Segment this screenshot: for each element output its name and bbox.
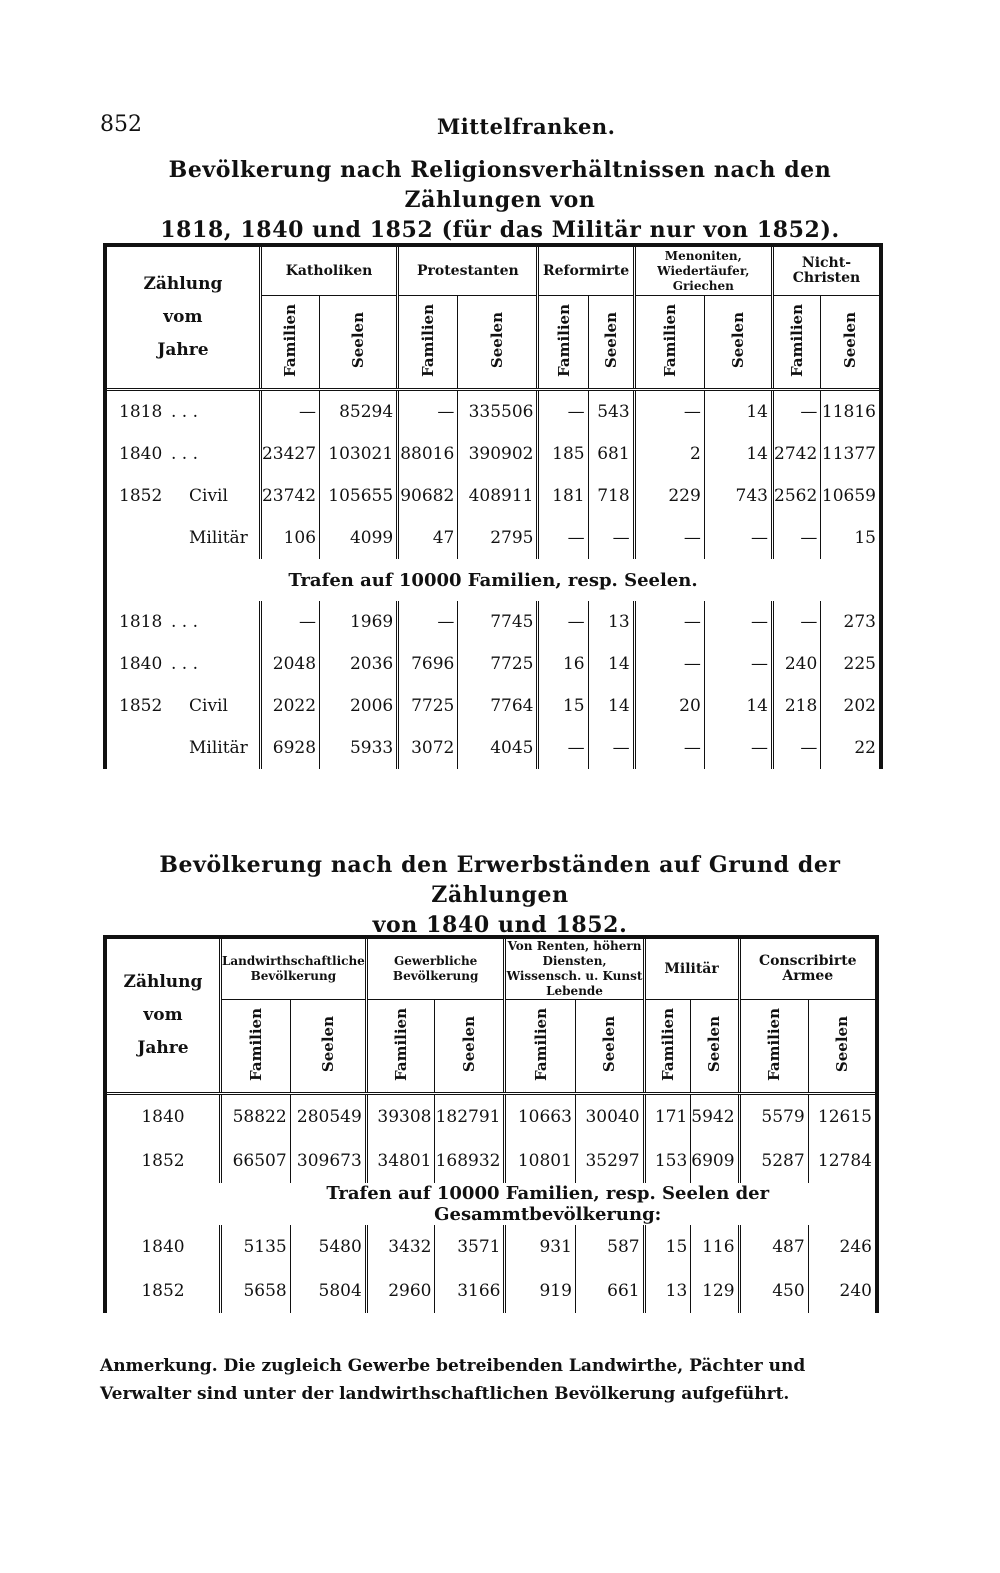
table-cell: — [588,727,634,769]
table-cell: 919 [505,1269,575,1313]
subhead-label: Seelen [460,1015,479,1073]
subhead-label: Familien [246,1007,265,1081]
anmerkung-text: Die zugleich Gewerbe betreibenden Landwirthe, Pächter und Verwalter sind unter der landwirthschaftlichen Bevölkerung aufgeführt. [100,1356,806,1404]
table-row [105,685,881,727]
row-sublabel: Civil [189,486,228,506]
table-cell: 34801 [366,1139,435,1183]
table-cell: 229 [634,475,704,517]
table-cell: 30040 [575,1094,644,1140]
table-cell: 14 [588,685,634,727]
subhead-seelen [290,1000,366,1094]
table-cell: 35297 [575,1139,644,1183]
row-year: 1840 [141,1237,185,1257]
table-cell: — [634,517,704,559]
row-label [105,727,260,769]
table-cell: — [704,727,772,769]
table-cell: 2 [634,433,704,475]
table1-note: Trafen auf 10000 Familien, resp. Seelen. [288,569,698,591]
group-header-reformirte: Reformirte [538,245,634,296]
table-cell: — [772,601,820,643]
table-cell: 10663 [505,1094,575,1140]
table1-stub-header [105,245,260,390]
table-cell: 2022 [260,685,319,727]
subhead-seelen [704,296,772,390]
row-year: 1840 [119,444,163,464]
subhead-label: Seelen [318,1015,337,1073]
row-year: 1818 [119,612,163,632]
table-cell: — [772,517,820,559]
group-header-menoniten: Menoniten, Wiedertäufer, Griechen [634,245,772,296]
subhead-label: Seelen [349,311,368,369]
subhead-familien [505,1000,575,1094]
row-dots: . . . [171,654,199,674]
table-cell: 10659 [821,475,881,517]
table-row [105,1225,877,1269]
table-cell: 246 [808,1225,877,1269]
subhead-label: Familien [554,303,573,377]
occupation-table [103,935,879,1313]
table-cell: 2960 [366,1269,435,1313]
row-label [105,685,260,727]
row-label [105,433,260,475]
row-sublabel: Militär [189,738,248,758]
row-year: 1840 [141,1107,185,1127]
table-cell: 5480 [290,1225,366,1269]
subhead-label: Seelen [841,311,860,369]
table-cell: — [538,390,588,434]
subhead-seelen [691,1000,739,1094]
table-cell: 309673 [290,1139,366,1183]
table-cell: 58822 [220,1094,290,1140]
subhead-label: Seelen [832,1015,851,1073]
group-header-landwirthschaft: Landwirthschaftliche Bevölkerung [220,937,366,1000]
table-cell: 14 [704,433,772,475]
table-cell: 12784 [808,1139,877,1183]
table-row [105,475,881,517]
subhead-seelen [458,296,538,390]
row-year: 1852 [141,1281,185,1301]
subhead-label: Familien [658,1007,677,1081]
table-cell: 106 [260,517,319,559]
table-cell: 587 [575,1225,644,1269]
table2-title-line1: Bevölkerung nach den Erwerbständen auf Grund der Zählungen [159,852,841,908]
subhead-label: Familien [392,1007,411,1081]
table-cell: 13 [644,1269,691,1313]
stub-line: Jahre [137,1038,189,1058]
row-dots: . . . [171,444,199,464]
table-cell: 23427 [260,433,319,475]
subhead-seelen [588,296,634,390]
table-cell: 11377 [821,433,881,475]
table-cell: — [260,390,319,434]
table-cell: — [704,517,772,559]
subhead-label: Seelen [488,311,507,369]
table-cell: 3432 [366,1225,435,1269]
table-cell: 743 [704,475,772,517]
table-cell: 181 [538,475,588,517]
table-cell: 7764 [458,685,538,727]
table-cell: 225 [821,643,881,685]
table-cell: 202 [821,685,881,727]
table-cell: — [772,390,820,434]
subhead-familien [772,296,820,390]
stub-line: Jahre [157,340,209,360]
table-cell: 47 [398,517,458,559]
table-cell: 4045 [458,727,538,769]
table-cell: 12615 [808,1094,877,1140]
table-cell: — [538,601,588,643]
table-cell: 153 [644,1139,691,1183]
table-cell: 218 [772,685,820,727]
table-cell: 240 [772,643,820,685]
row-year: 1840 [119,654,163,674]
table-cell: 5135 [220,1225,290,1269]
running-head: Mittelfranken. [437,114,616,139]
table-row [105,517,881,559]
row-label [105,601,260,643]
table-cell: 23742 [260,475,319,517]
row-dots: . . . [171,612,199,632]
table-cell: 335506 [458,390,538,434]
table-cell: 931 [505,1225,575,1269]
subhead-label: Familien [419,303,438,377]
table-cell: 3072 [398,727,458,769]
table-cell: 2036 [320,643,398,685]
subhead-familien [644,1000,691,1094]
table-row [105,727,881,769]
table-cell: — [634,643,704,685]
subhead-familien [366,1000,435,1094]
table-cell: — [538,727,588,769]
subhead-familien [634,296,704,390]
table-cell: 13 [588,601,634,643]
table-cell: 11816 [821,390,881,434]
table-cell: 15 [538,685,588,727]
table-cell: 273 [821,601,881,643]
table-row [105,1139,877,1183]
stub-line: Zählung [123,972,203,992]
group-header-gewerbe: Gewerbliche Bevölkerung [366,937,505,1000]
table-cell: — [398,601,458,643]
table-cell: — [704,643,772,685]
table-cell: 450 [739,1269,808,1313]
row-label [105,643,260,685]
group-header-renten: Von Renten, höhern Diensten, Wissensch. u. Kunst Lebende [506,939,643,998]
table-cell: 2742 [772,433,820,475]
subhead-label: Seelen [705,1015,724,1073]
table-cell: 7725 [458,643,538,685]
row-sublabel: Civil [189,696,228,716]
subhead-familien [220,1000,290,1094]
table-cell: 1969 [320,601,398,643]
table-cell: 3166 [435,1269,505,1313]
table-cell: 6928 [260,727,319,769]
table-cell: 116 [691,1225,739,1269]
subhead-familien [739,1000,808,1094]
table-cell: 5942 [691,1094,739,1140]
table-cell: 182791 [435,1094,505,1140]
table-cell: — [398,390,458,434]
table-cell: 681 [588,433,634,475]
subhead-label: Seelen [601,311,620,369]
table-row [105,1269,877,1313]
table-cell: 85294 [320,390,398,434]
subhead-label: Familien [765,1007,784,1081]
anmerkung-lead: Anmerkung. [100,1356,218,1376]
table-cell: 543 [588,390,634,434]
table-cell: 168932 [435,1139,505,1183]
table-cell: — [260,601,319,643]
table-cell: — [588,517,634,559]
table-cell: 4099 [320,517,398,559]
subhead-familien [398,296,458,390]
table-cell: 240 [808,1269,877,1313]
table1-title-line2: 1818, 1840 und 1852 (für das Militär nur von 1852). [160,217,840,243]
subhead-seelen [808,1000,877,1094]
table-cell: — [538,517,588,559]
table2-stub-header [105,937,220,1094]
table-cell: 3571 [435,1225,505,1269]
table-cell: 487 [739,1225,808,1269]
row-label [105,390,260,434]
table-cell: 7725 [398,685,458,727]
table-cell: — [634,727,704,769]
table-cell: 105655 [320,475,398,517]
table-cell: — [634,390,704,434]
group-header-nichtchristen: Nicht-Christen [772,245,881,296]
table-cell: 20 [634,685,704,727]
row-label [105,517,260,559]
table-cell: 718 [588,475,634,517]
table2-note: Trafen auf 10000 Familien, resp. Seelen der Gesammtbevölkerung: [326,1183,770,1225]
stub-line: Zählung [143,274,223,294]
page-number: 852 [100,112,142,137]
table-cell: 5287 [739,1139,808,1183]
table-cell: 88016 [398,433,458,475]
table2-title-line2: von 1840 und 1852. [372,912,628,938]
table-cell: — [704,601,772,643]
table-cell: 2006 [320,685,398,727]
table-cell: 5933 [320,727,398,769]
table-cell: 2562 [772,475,820,517]
table-cell: — [634,601,704,643]
table-cell: 661 [575,1269,644,1313]
table-cell: 103021 [320,433,398,475]
table-row [105,643,881,685]
table-cell: 2795 [458,517,538,559]
table-cell: 5658 [220,1269,290,1313]
table-cell: 2048 [260,643,319,685]
table-cell: 280549 [290,1094,366,1140]
table-cell: 5804 [290,1269,366,1313]
table1-title [100,155,900,245]
row-year: 1852 [119,486,163,506]
table-cell: 14 [704,685,772,727]
table-cell: 408911 [458,475,538,517]
table-cell: 7745 [458,601,538,643]
table-cell: 185 [538,433,588,475]
subhead-familien [538,296,588,390]
row-year: 1852 [119,696,163,716]
table-cell: 129 [691,1269,739,1313]
row-dots: . . . [171,402,199,422]
row-label [105,475,260,517]
subhead-seelen [575,1000,644,1094]
row-sublabel: Militär [189,528,248,548]
religion-table [103,243,883,769]
table-cell: 6909 [691,1139,739,1183]
subhead-label: Seelen [600,1015,619,1073]
table-cell: 10801 [505,1139,575,1183]
table2-title [100,850,900,940]
subhead-seelen [821,296,881,390]
table-cell: 5579 [739,1094,808,1140]
table1-title-line1: Bevölkerung nach Religionsverhältnissen nach den Zählungen von [168,157,832,213]
table-row [105,433,881,475]
row-year: 1818 [119,402,163,422]
table-cell: 14 [704,390,772,434]
table-cell: 15 [644,1225,691,1269]
subhead-label: Familien [660,303,679,377]
table-cell: 22 [821,727,881,769]
table-cell: 39308 [366,1094,435,1140]
anmerkung-note [100,1352,895,1408]
table-cell: 15 [821,517,881,559]
subhead-label: Familien [788,303,807,377]
table-cell: 16 [538,643,588,685]
group-header-protestanten: Protestanten [398,245,538,296]
group-header-katholiken: Katholiken [260,245,397,296]
table-cell: 171 [644,1094,691,1140]
table-row [105,1094,877,1140]
table-cell: 90682 [398,475,458,517]
table-cell: 14 [588,643,634,685]
table-row [105,390,881,434]
table-cell: 66507 [220,1139,290,1183]
subhead-seelen [320,296,398,390]
table-row [105,601,881,643]
table-cell: 390902 [458,433,538,475]
subhead-seelen [435,1000,505,1094]
table-cell: — [772,727,820,769]
group-header-militaer: Militär [644,937,739,1000]
subhead-label: Seelen [728,311,747,369]
subhead-familien [260,296,319,390]
row-year: 1852 [141,1151,185,1171]
group-header-armee: Conscribirte Armee [739,937,877,1000]
table-cell: 7696 [398,643,458,685]
stub-line: vom [163,307,203,327]
subhead-label: Familien [531,1007,550,1081]
stub-line: vom [143,1005,183,1025]
subhead-label: Familien [281,303,300,377]
